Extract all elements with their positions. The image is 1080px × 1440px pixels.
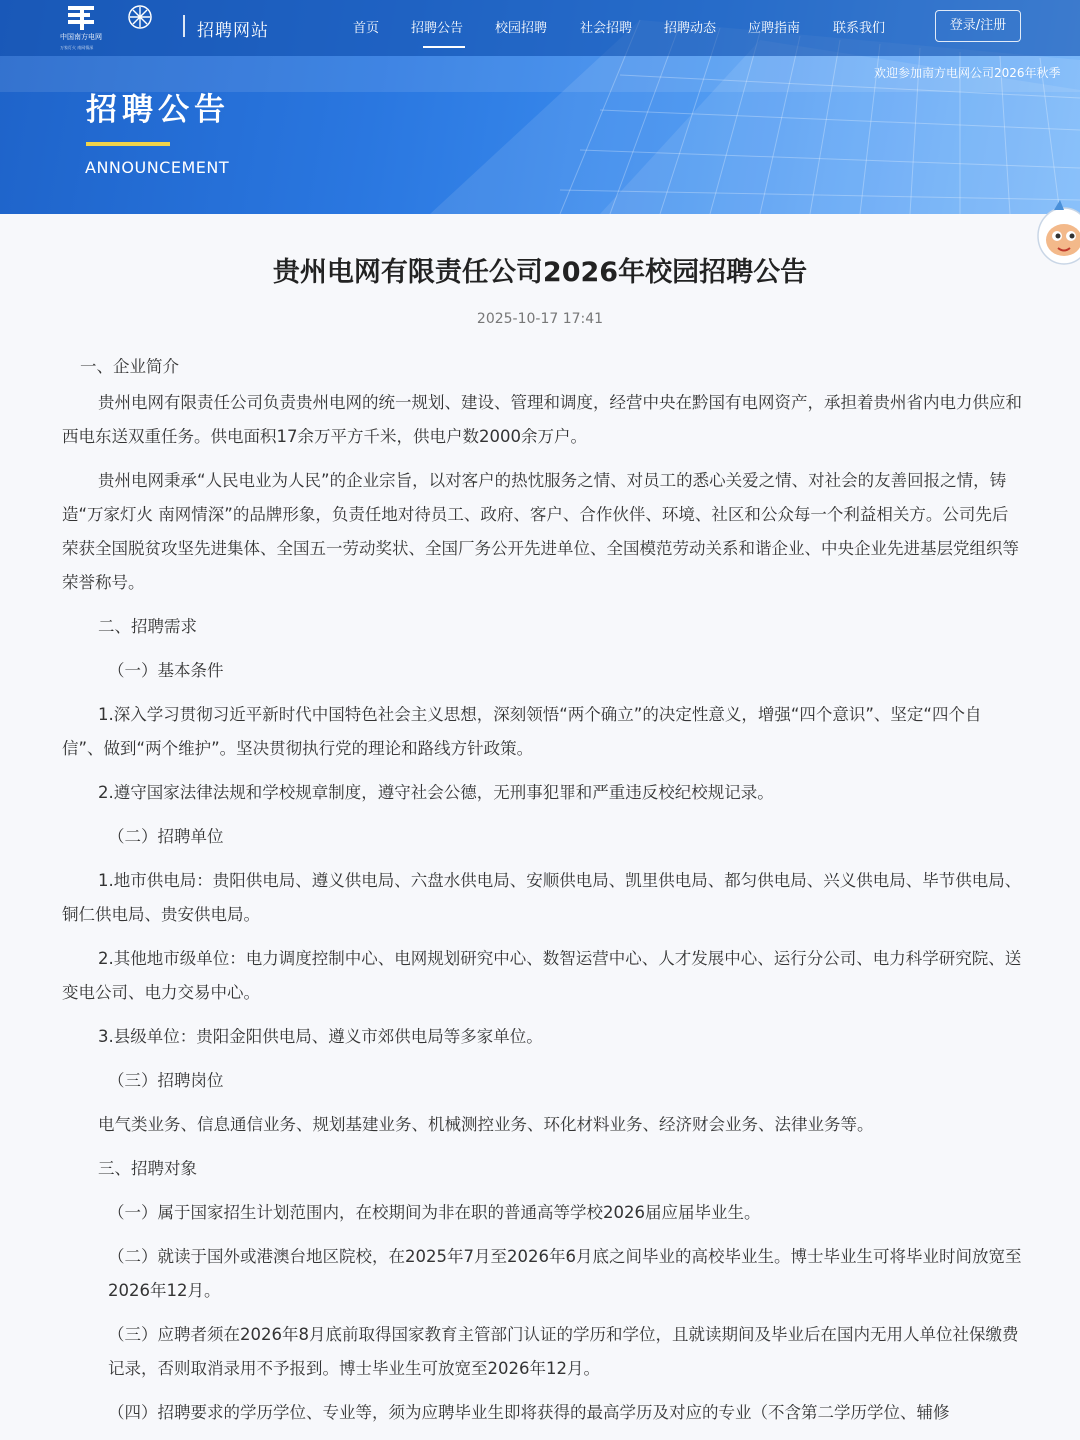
paragraph: （一）属于国家招生计划范围内，在校期间为非在职的普通高等学校2026届应届毕业生。: [108, 1203, 761, 1222]
paragraph: 2.遵守国家法律法规和学校规章制度，遵守社会公德，无刑事犯罪和严重违反校纪校规记录。: [98, 783, 774, 802]
article-title: 贵州电网有限责任公司2026年校园招聘公告: [272, 257, 808, 288]
logo-icon: [60, 4, 166, 34]
welcome-marquee[interactable]: 欢迎参加南方电网公司2026年秋季: [874, 66, 1061, 80]
hero-banner: [0, 0, 1080, 214]
nav-social-recruitment[interactable]: 社会招聘: [580, 21, 633, 36]
publish-time: 2025-10-17 17:41: [476, 311, 604, 327]
logo-name: 中国南方电网: [60, 33, 102, 41]
paragraph: 贵州电网秉承“人民电业为人民”的企业宗旨，以对客户的热忱服务之情、对员工的悉心关爱之情、对社会的友善回报之情，铸造“万家灯火 南网情深”的品牌形象，负责任地对待员工、政府、客户、合作伙伴、环境、社区和公众每一个利益相关方。公司先后荣获全国脱贫攻坚先进集体、全国五一劳动奖状、全国厂务公开先进单位、全国模范劳动关系和谐企业、中央企业先进基层党组织等荣誉称号。: [62, 471, 1019, 592]
nav-campus-recruitment[interactable]: 校园招聘: [495, 21, 548, 36]
banner-title: 招聘公告: [86, 92, 230, 128]
logo-divider: [183, 15, 185, 37]
nav-home[interactable]: 首页: [353, 21, 380, 36]
site-name: 招聘网站: [197, 21, 269, 41]
nav-recruitment-news[interactable]: 招聘动态: [664, 21, 717, 36]
paragraph: 电气类业务、信息通信业务、规划基建业务、机械测控业务、环化材料业务、经济财会业务、法律业务等。: [98, 1115, 874, 1134]
paragraph-text: （四）招聘要求的学历学位、专业等，须为应聘毕业生即将获得的最高学历及对应的专业（不含第二学历学位、辅修: [108, 1403, 950, 1422]
banner-subtitle: ANNOUNCEMENT: [85, 158, 230, 177]
nav-application-guide[interactable]: 应聘指南: [748, 21, 801, 36]
paragraph-text: （二）就读于国外或港澳台地区院校，在2025年7月至2026年6月底之间毕业的高校毕业生。博士毕业生可将毕业时间放宽至2026年12月。: [108, 1247, 1022, 1300]
login-register-button[interactable]: 登录/注册: [935, 10, 1021, 42]
subsection-heading: （三）招聘岗位: [108, 1071, 224, 1090]
section-heading: 三、招聘对象: [98, 1159, 197, 1178]
nav-contact-us[interactable]: 联系我们: [833, 21, 886, 36]
paragraph: 1.地市供电局：贵阳供电局、遵义供电局、六盘水供电局、安顺供电局、凯里供电局、都匀供电局、兴义供电局、毕节供电局、铜仁供电局、贵安供电局。: [62, 871, 1022, 924]
subsection-heading: （一）基本条件: [108, 661, 224, 680]
section-heading: 二、招聘需求: [98, 617, 197, 636]
company-logo[interactable]: [60, 4, 166, 52]
section-heading: 一、企业简介: [80, 357, 179, 376]
paragraph: 3.县级单位：贵阳金阳供电局、遵义市郊供电局等多家单位。: [98, 1027, 543, 1046]
paragraph-text: （三）应聘者须在2026年8月底前取得国家教育主管部门认证的学历和学位，且就读期间及毕业后在国内无用人单位社保缴费记录，否则取消录用不予报到。博士毕业生可放宽至2026年12月。: [108, 1325, 1019, 1378]
paragraph: 1.深入学习贯彻习近平新时代中国特色社会主义思想，深刻领悟“两个确立”的决定性意义，增强“四个意识”、坚定“四个自信”、做到“两个维护”。坚决贯彻执行党的理论和路线方针政策。: [62, 705, 982, 758]
subsection-heading: （二）招聘单位: [108, 827, 224, 846]
nav-announcements[interactable]: 招聘公告: [411, 21, 464, 36]
paragraph: [62, 1318, 1022, 1386]
paragraph: [62, 1240, 1022, 1308]
banner-accent-bar: [86, 142, 170, 146]
active-nav-indicator: [423, 46, 465, 48]
top-nav: [0, 0, 1080, 56]
paragraph: 贵州电网有限责任公司负责贵州电网的统一规划、建设、管理和调度，经营中央在黔国有电网资产，承担着贵州省内电力供应和西电东送双重任务。供电面积17余万平方千米，供电户数2000余万户。: [62, 393, 1022, 446]
paragraph: [62, 1396, 1022, 1430]
paragraph: 2.其他地市级单位：电力调度控制中心、电网规划研究中心、数智运营中心、人才发展中心、运行分公司、电力科学研究院、送变电公司、电力交易中心。: [62, 949, 1022, 1002]
article-content: [62, 350, 1022, 1430]
logo-tagline: 万家灯火 南网情深: [60, 45, 94, 50]
